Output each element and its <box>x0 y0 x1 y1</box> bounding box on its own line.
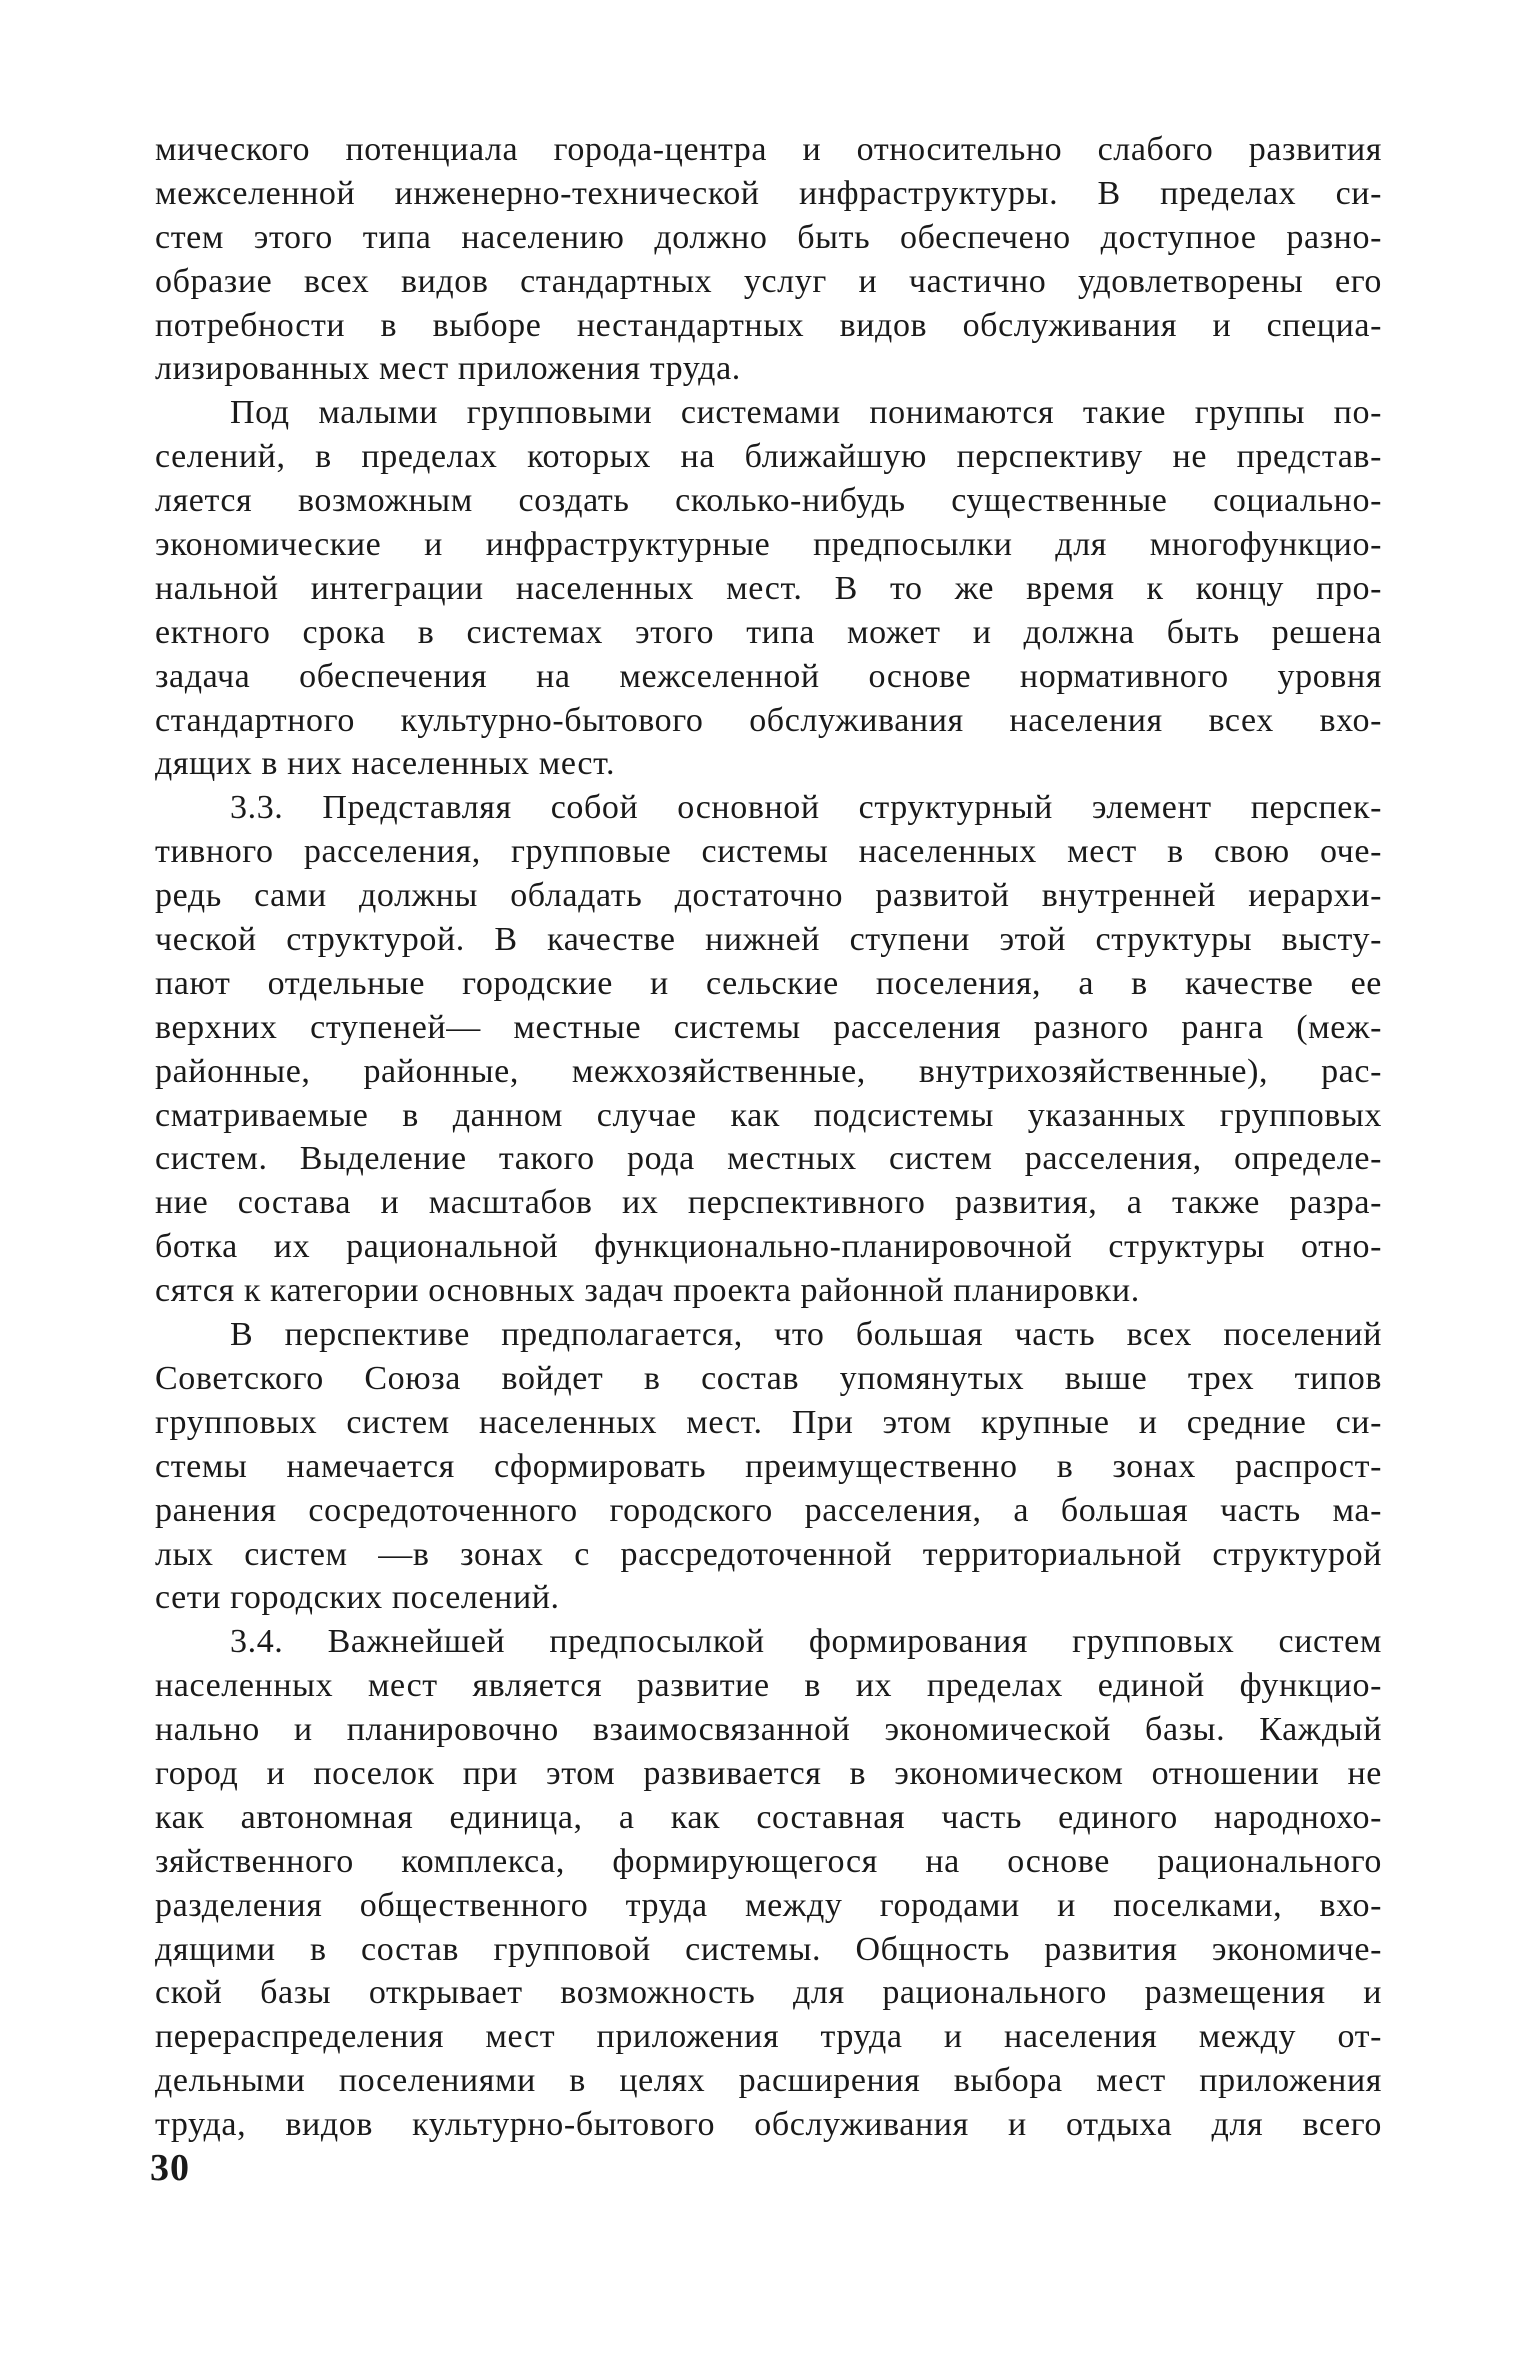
text-line: верхних ступеней— местные системы расселения разного ранга (меж- <box>155 1008 1382 1046</box>
paragraph-1 <box>155 128 1382 391</box>
page-body <box>155 128 1382 2147</box>
text-line: ческой структурой. В качестве нижней ступени этой структуры высту- <box>155 921 1382 959</box>
text-line: ляется возможным создать сколько-нибудь существенные социально- <box>155 482 1382 520</box>
paragraph-4 <box>155 1313 1382 1620</box>
text-line: 3.3. Представляя собой основной структурный элемент перспек- <box>230 789 1382 827</box>
text-line: межселенной инженерно-технической инфраструктуры. В пределах си- <box>155 174 1382 212</box>
paragraph-3-4 <box>155 1620 1382 2147</box>
text-line: Советского Союза войдет в состав упомянутых выше трех типов <box>155 1359 1382 1397</box>
text-line: 3.4. Важнейшей предпосылкой формирования групповых систем <box>230 1623 1382 1661</box>
page-number: 30 <box>150 2147 190 2189</box>
text-line: ранения сосредоточенного городского расселения, а большая часть ма- <box>155 1491 1382 1529</box>
text-line: лизированных мест приложения труда. <box>155 350 741 388</box>
text-line: систем. Выделение такого рода местных систем расселения, определе- <box>155 1140 1382 1178</box>
text-line: город и поселок при этом развивается в экономическом отношении не <box>155 1754 1382 1792</box>
text-line: тивного расселения, групповые системы населенных мест в свою оче- <box>155 833 1382 871</box>
text-line: экономические и инфраструктурные предпосылки для многофункцио- <box>155 526 1382 564</box>
text-line: потребности в выборе нестандартных видов обслуживания и специа- <box>155 306 1382 344</box>
text-line: групповых систем населенных мест. При этом крупные и средние си- <box>155 1403 1382 1441</box>
paragraph-2 <box>155 391 1382 786</box>
text-line: ской базы открывает возможность для рационального размещения и <box>155 1974 1382 2012</box>
text-line: дельными поселениями в целях расширения выбора мест приложения <box>155 2062 1382 2100</box>
text-line: нально и планировочно взаимосвязанной экономической базы. Каждый <box>155 1711 1382 1749</box>
text-line: населенных мест является развитие в их пределах единой функцио- <box>155 1667 1382 1705</box>
text-line: редь сами должны обладать достаточно развитой внутренней иерархи- <box>155 877 1382 915</box>
text-line: районные, районные, межхозяйственные, внутрихозяйственные), рас- <box>155 1052 1382 1090</box>
paragraph-3-3 <box>155 786 1382 1313</box>
text-line: ботка их рациональной функционально-планировочной структуры отно- <box>155 1228 1382 1266</box>
text-line: сети городских поселений. <box>155 1579 560 1617</box>
text-line: ектного срока в системах этого типа может и должна быть решена <box>155 613 1382 651</box>
text-line: стандартного культурно-бытового обслуживания населения всех вхо- <box>155 701 1382 739</box>
text-line: образие всех видов стандартных услуг и частично удовлетворены его <box>155 262 1382 300</box>
text-line: стемы намечается сформировать преимущественно в зонах распрост- <box>155 1447 1382 1485</box>
text-line: Под малыми групповыми системами понимаются такие группы по- <box>230 394 1382 432</box>
text-line: сятся к категории основных задач проекта районной планировки. <box>155 1272 1140 1310</box>
text-line: В перспективе предполагается, что большая часть всех поселений <box>230 1316 1382 1354</box>
text-line: дящих в них населенных мест. <box>155 745 616 783</box>
text-line: лых систем —в зонах с рассредоточенной территориальной структурой <box>155 1535 1382 1573</box>
text-line: ние состава и масштабов их перспективного развития, а также разра- <box>155 1184 1382 1222</box>
text-line: сматриваемые в данном случае как подсистемы указанных групповых <box>155 1096 1382 1134</box>
text-line: задача обеспечения на межселенной основе нормативного уровня <box>155 657 1382 695</box>
text-line: разделения общественного труда между городами и поселками, вхо- <box>155 1886 1382 1924</box>
text-line: пают отдельные городские и сельские поселения, а в качестве ее <box>155 964 1382 1002</box>
text-line: нальной интеграции населенных мест. В то же время к концу про- <box>155 569 1382 607</box>
text-line: как автономная единица, а как составная часть единого народнохо- <box>155 1798 1382 1836</box>
text-line: стем этого типа населению должно быть обеспечено доступное разно- <box>155 218 1382 256</box>
text-line: мического потенциала города-центра и относительно слабого развития <box>155 131 1382 168</box>
text-line: перераспределения мест приложения труда и населения между от- <box>155 2018 1382 2056</box>
text-line: селений, в пределах которых на ближайшую перспективу не представ- <box>155 438 1382 476</box>
text-line: дящими в состав групповой системы. Общность развития экономиче- <box>155 1930 1382 1968</box>
text-line: труда, видов культурно-бытового обслуживания и отдыха для всего <box>155 2106 1382 2144</box>
text-line: зяйственного комплекса, формирующегося на основе рационального <box>155 1842 1382 1880</box>
